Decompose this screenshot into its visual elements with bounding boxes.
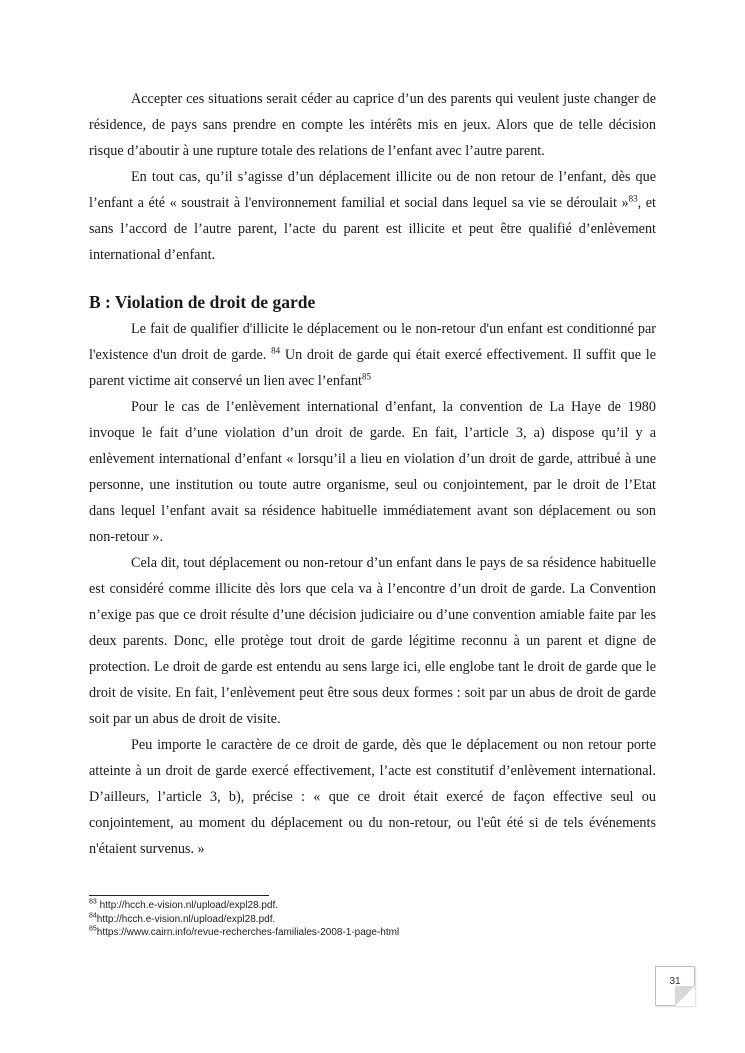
paragraph-6: Peu importe le caractère de ce droit de garde, dès que le déplacement ou non retour porte atteinte à un droit de garde exercé effectivement, l’acte est constitutif d’enlèvement international. D’ailleurs, l’article 3, b), précise : « que ce droit était exercé de façon effective seul ou conjointement, au moment du déplacement ou du non-retour, ou l'eût été si de tels événements n'étaient survenus. » [89, 737, 656, 857]
footnote-ref-84: 84 [271, 345, 281, 356]
footnote-84 [89, 913, 589, 927]
paragraph-2-text-b: , et sans l’accord de l’autre parent, l’acte du parent est illicite et peut être qualifié d’enlèvement international d’enfant. [89, 195, 656, 263]
paragraph-3-text-b: Un droit de garde qui était exercé effectivement. Il suffit que le parent victime ait conservé un lien avec l’enfant [89, 347, 656, 389]
footnote-link[interactable]: https://www.cairn.info/revue-recherches-familiales-2008-1-page-html [96, 927, 400, 938]
page-number-box [655, 966, 695, 1006]
footnote-link[interactable]: http://hcch.e-vision.nl/upload/expl28.pdf. [96, 913, 276, 925]
section-heading: B : Violation de droit de garde [89, 292, 316, 312]
footnotes [89, 899, 589, 940]
paragraph-1: Accepter ces situations serait céder au caprice d’un des parents qui veulent juste changer de résidence, de pays sans prendre en compte les intérêts mis en jeux. Alors que de telle décision risque d’aboutir à une rupture totale des relations de l’enfant avec l’autre parent. [89, 91, 656, 159]
paragraph-2 [89, 164, 656, 268]
paragraph-5: Cela dit, tout déplacement ou non-retour d’un enfant dans le pays de sa résidence habituelle est considéré comme illicite dès lors que cela va à l’encontre d’un droit de garde. La Convention n’exige pas que ce droit résulte d’une décision judiciaire ou d’une convention amiable faite par les deux parents. Donc, elle protège tout droit de garde légitime reconnu à un parent et digne de protection. Le droit de garde est entendu au sens large ici, elle englobe tant le droit de garde que le droit de visite. En fait, l’enlèvement peut être sous deux formes : soit par un abus de droit de garde soit par un abus de droit de visite. [89, 555, 656, 727]
footnote-ref-85: 85 [362, 371, 371, 382]
page-body [89, 86, 656, 862]
paragraph-2-text-a: En tout cas, qu’il s’agisse d’un déplacement illicite ou de non retour de l’enfant, dès que l’enfant a été « soustrait à l'environnement familial et social dans lequel sa vie se déroulait » [89, 169, 656, 211]
footnote-ref-83: 83 [628, 193, 638, 204]
paragraph-4: Pour le cas de l’enlèvement international d’enfant, la convention de La Haye de 1980 invoque le fait d’une violation d’un droit de garde. En fait, l’article 3, a) dispose qu’il y a enlèvement international d’enfant « lorsqu’il a lieu en violation d’un droit de garde, attribué à une personne, une institution ou toute autre organisme, seul ou conjointement, par le droit de l’Etat dans lequel l’enfant avait sa résidence habituelle immédiatement avant son déplacement ou son non-retour ». [89, 399, 656, 545]
footnote-number: 84 [89, 912, 97, 920]
page-number: 31 [669, 976, 681, 987]
footnote-number: 83 [89, 898, 97, 906]
footnote-number: 85 [89, 925, 97, 933]
footnote-link[interactable]: http://hcch.e-vision.nl/upload/expl28.pdf. [96, 900, 279, 911]
page-curl-icon [675, 986, 695, 1006]
paragraph-3 [89, 316, 656, 394]
footnote-separator [89, 895, 269, 896]
footnote-85 [89, 926, 589, 940]
footnote-83 [89, 899, 589, 913]
paragraph-3-text-a: Le fait de qualifier d'illicite le déplacement ou le non-retour d'un enfant est conditionné par l'existence d'un droit de garde. [89, 321, 656, 363]
